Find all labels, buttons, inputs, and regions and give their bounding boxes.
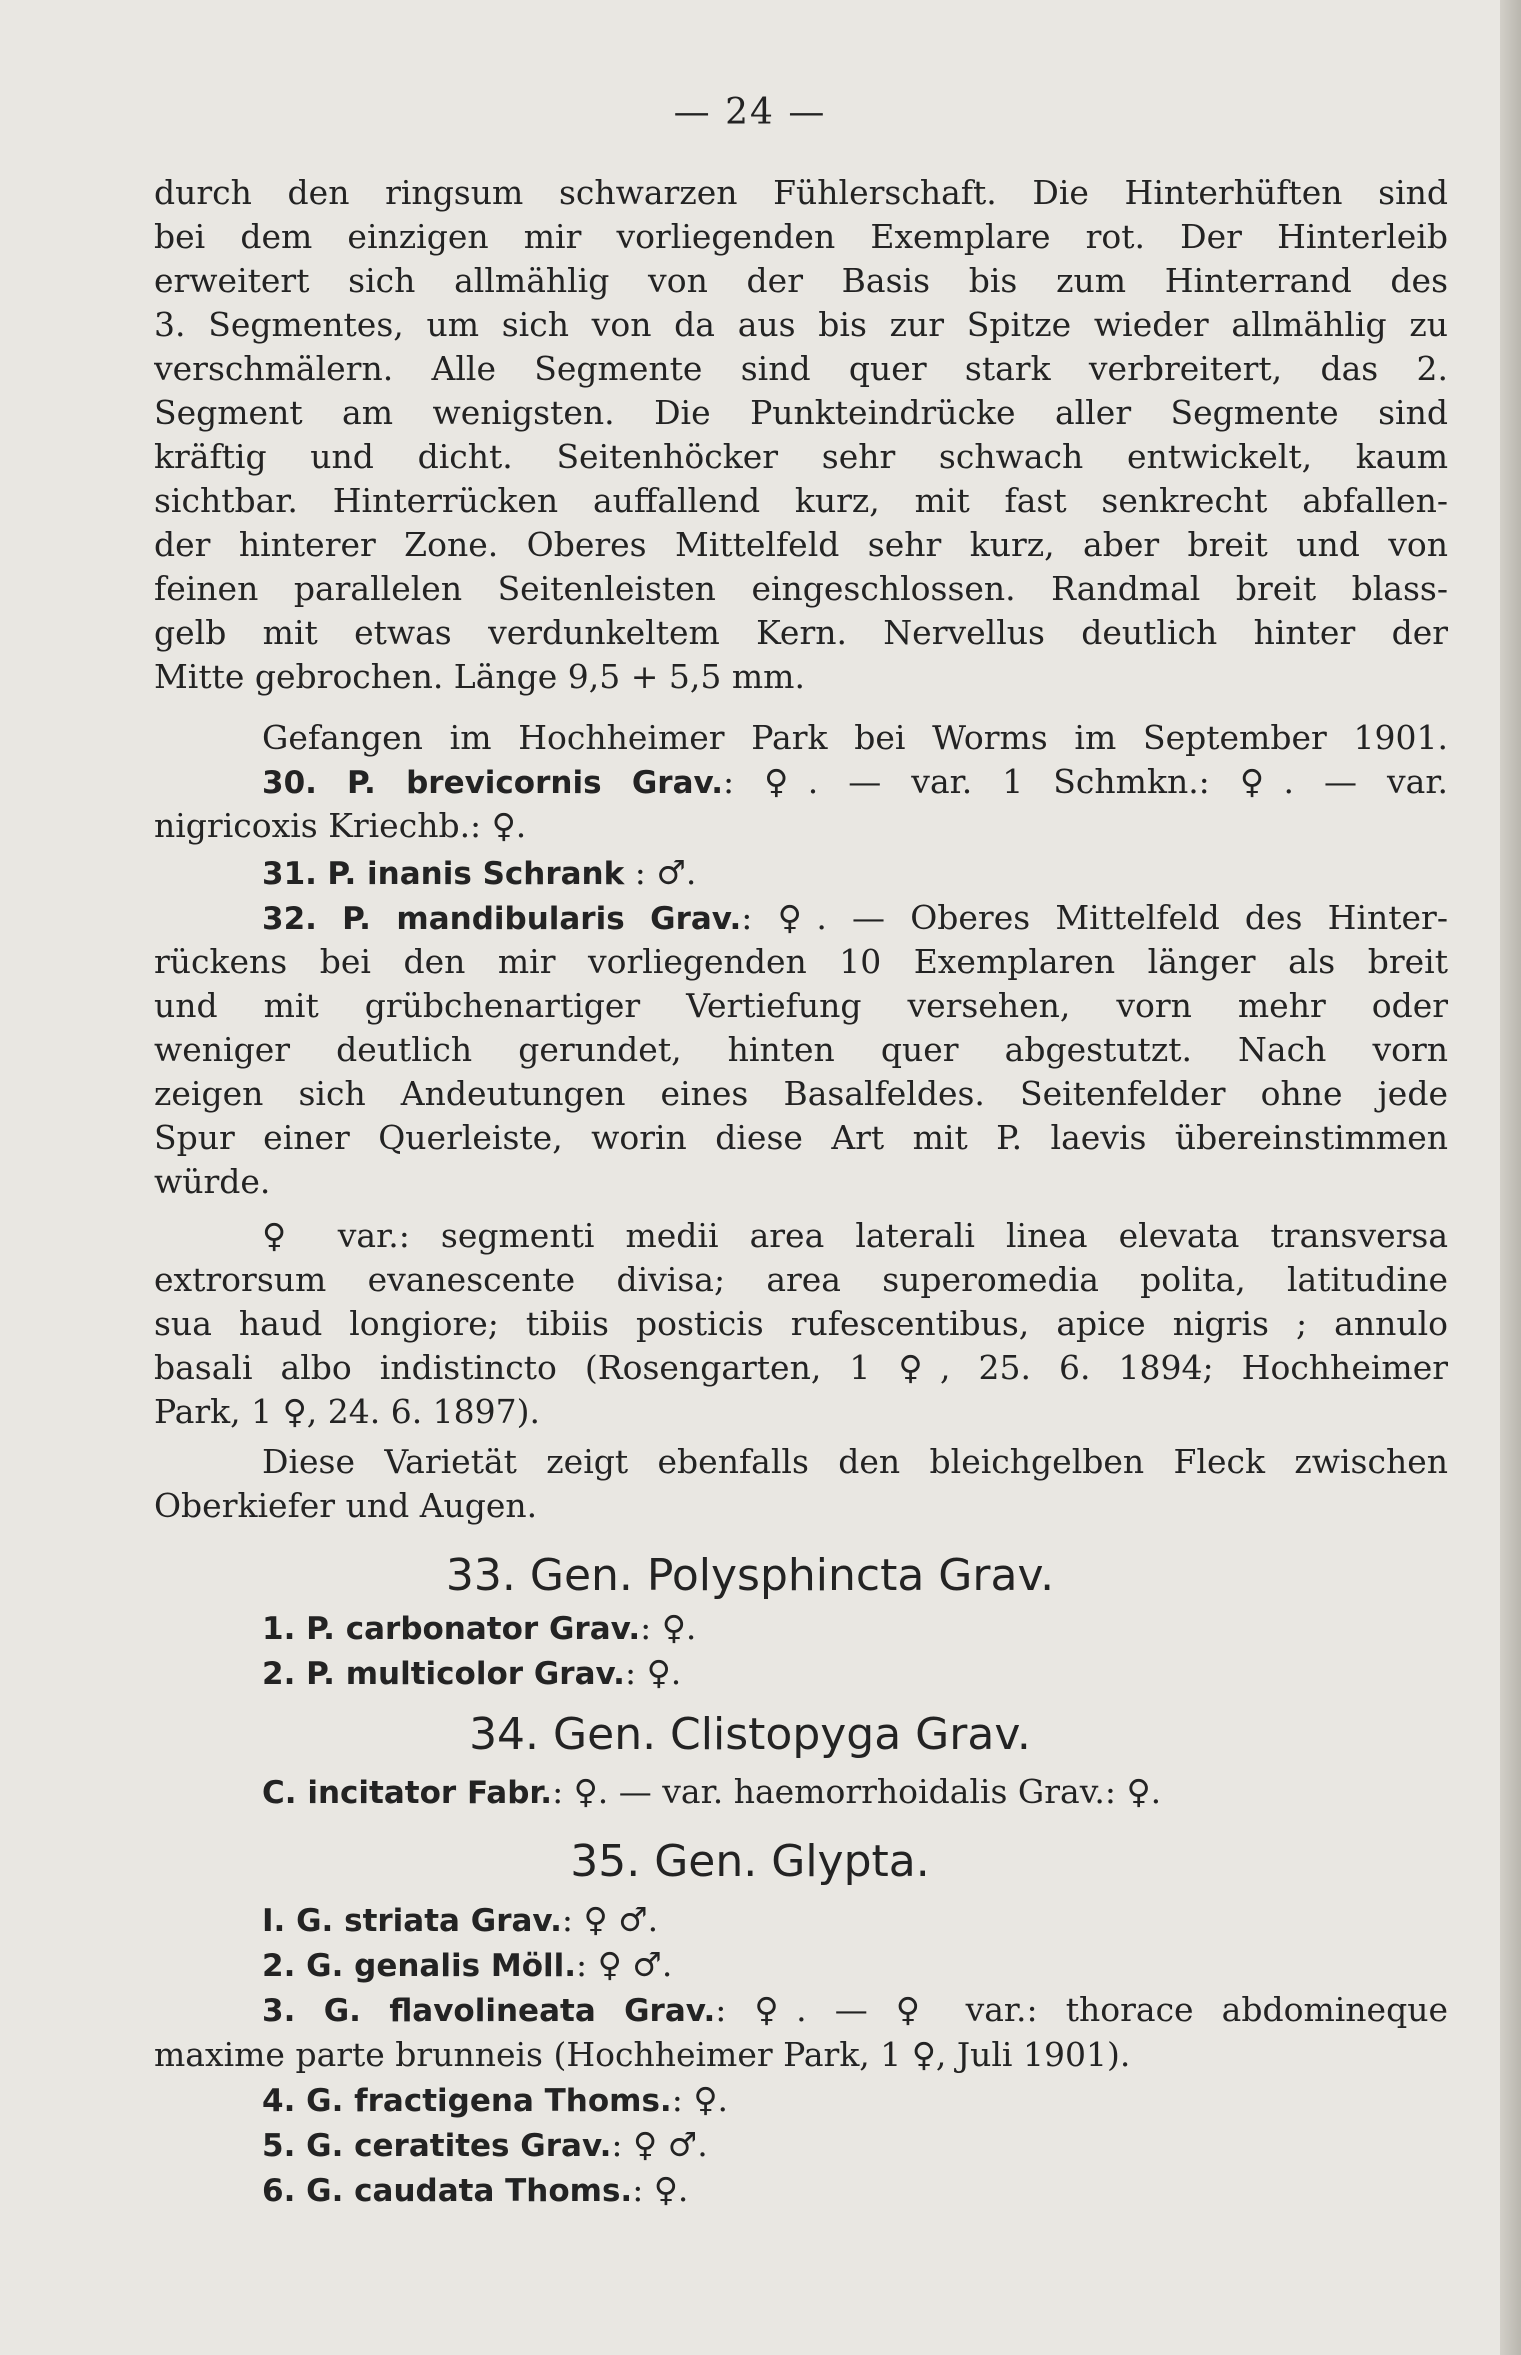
- species-name: 6. G. caudata Thoms.: [262, 2173, 633, 2209]
- species-entry: [262, 1898, 658, 1943]
- species-name: P. inanis Schrank: [327, 856, 625, 892]
- species-entry: [262, 1943, 672, 1988]
- species-rest: : ♀ ♂.: [576, 1945, 673, 1984]
- text-line: Segment am wenigsten. Die Punkteindrücke aller Segmente sind: [154, 393, 1448, 432]
- text-line: verschmälern. Alle Segmente sind quer stark verbreitert, das 2.: [154, 349, 1448, 388]
- species-rest: : ♀. — ♀ var.: thorace abdomineque: [715, 1990, 1448, 2029]
- species-entry: [262, 2078, 728, 2123]
- species-rest: : ♀.: [624, 1653, 682, 1692]
- species-name: P. mandibularis Grav.: [342, 901, 742, 937]
- species-entry: [262, 1651, 681, 1696]
- species-name: P. brevicornis Grav.: [346, 765, 723, 801]
- species-name: 1. P. carbonator Grav.: [262, 1611, 641, 1647]
- text-line: Diese Varietät zeigt ebenfalls den bleichgelben Fleck zwischen: [262, 1442, 1448, 1481]
- species-32: [262, 896, 1448, 940]
- text-line: nigricoxis Kriechb.: ♀.: [154, 806, 527, 845]
- text-line: durch den ringsum schwarzen Fühlerschaft. Die Hinterhüften sind: [154, 173, 1448, 212]
- species-name: I. G. striata Grav.: [262, 1903, 562, 1939]
- species-rest: : ♀.: [632, 2170, 689, 2209]
- species-name: 4. G. fractigena Thoms.: [262, 2083, 672, 2119]
- text-line: bei dem einzigen mir vorliegenden Exemplare rot. Der Hinterleib: [154, 217, 1448, 256]
- species-name: 3. G. flavolineata Grav.: [262, 1993, 716, 2029]
- species-name: 5. G. ceratites Grav.: [262, 2128, 612, 2164]
- species-number: 30.: [262, 765, 317, 801]
- species-entry: [262, 2168, 688, 2213]
- genus-heading: 34. Gen. Clistopyga Grav.: [469, 1709, 1031, 1760]
- text-line: Oberkiefer und Augen.: [154, 1486, 538, 1525]
- text-line: weniger deutlich gerundet, hinten quer abgestutzt. Nach vorn: [154, 1030, 1448, 1069]
- species-rest: : ♀. — var. haemorrhoidalis Grav.: ♀.: [552, 1772, 1162, 1811]
- text-line: Mitte gebrochen. Länge 9,5 + 5,5 mm.: [154, 657, 805, 696]
- text-line: würde.: [154, 1162, 271, 1201]
- species-number: 32.: [262, 901, 317, 937]
- species-rest: : ♀ ♂.: [561, 1900, 659, 1939]
- text-line: sichtbar. Hinterrücken auffallend kurz, mit fast senkrecht abfallen-: [154, 481, 1448, 520]
- page-number: — 24 —: [673, 92, 827, 133]
- text-line: feinen parallelen Seitenleisten eingeschlossen. Randmal breit blass-: [154, 569, 1448, 608]
- species-rest: : ♀.: [640, 1608, 697, 1647]
- text-line: kräftig und dicht. Seitenhöcker sehr schwach entwickelt, kaum: [154, 437, 1448, 476]
- text-line: Spur einer Querleiste, worin diese Art mit P. laevis übereinstimmen: [154, 1118, 1448, 1157]
- text-line: rückens bei den mir vorliegenden 10 Exemplaren länger als breit: [154, 942, 1448, 981]
- text-line: sua haud longiore; tibiis posticis rufescentibus, apice nigris ; annulo: [154, 1304, 1448, 1343]
- species-entry: [262, 2123, 708, 2168]
- text-line: zeigen sich Andeutungen eines Basalfeldes. Seitenfelder ohne jede: [154, 1074, 1448, 1113]
- species-name: C. incitator Fabr.: [262, 1775, 553, 1811]
- species-rest: : ♀. — var. 1 Schmkn.: ♀. — var.: [722, 762, 1448, 801]
- species-rest: : ♀.: [671, 2080, 728, 2119]
- capture-note: Gefangen im Hochheimer Park bei Worms im September 1901.: [262, 718, 1448, 757]
- species-rest: : ♀. — Oberes Mittelfeld des Hinter-: [741, 898, 1448, 937]
- text-line: ♀ var.: segmenti medii area laterali linea elevata transversa: [262, 1216, 1448, 1255]
- text-line: maxime parte brunneis (Hochheimer Park, 1 ♀, Juli 1901).: [154, 2035, 1131, 2074]
- text-line: und mit grübchenartiger Vertiefung versehen, vorn mehr oder: [154, 986, 1448, 1025]
- text-line: gelb mit etwas verdunkeltem Kern. Nervellus deutlich hinter der: [154, 613, 1448, 652]
- genus-heading: 35. Gen. Glypta.: [570, 1836, 930, 1887]
- species-entry: [262, 1606, 696, 1651]
- text-line: extrorsum evanescente divisa; area superomedia polita, latitudine: [154, 1260, 1448, 1299]
- species-number: 31.: [262, 856, 317, 892]
- species-rest: : ♂.: [624, 853, 697, 892]
- species-entry: [262, 1988, 1448, 2032]
- species-entry: [262, 1770, 1161, 1815]
- text-line: 3. Segmentes, um sich von da aus bis zur Spitze wieder allmählig zu: [154, 305, 1448, 344]
- species-rest: : ♀ ♂.: [611, 2125, 708, 2164]
- text-line: der hinterer Zone. Oberes Mittelfeld sehr kurz, aber breit und von: [154, 525, 1448, 564]
- species-30: [262, 760, 1448, 804]
- genus-heading: 33. Gen. Polysphincta Grav.: [445, 1550, 1055, 1601]
- species-31: [262, 851, 1448, 895]
- species-name: 2. G. genalis Möll.: [262, 1948, 577, 1984]
- page-edge: [1500, 0, 1521, 2355]
- text-line: basali albo indistincto (Rosengarten, 1 ♀, 25. 6. 1894; Hochheimer: [154, 1348, 1448, 1387]
- text-line: erweitert sich allmählig von der Basis bis zum Hinterrand des: [154, 261, 1448, 300]
- text-line: Park, 1 ♀, 24. 6. 1897).: [154, 1392, 541, 1431]
- species-name: 2. P. multicolor Grav.: [262, 1656, 625, 1692]
